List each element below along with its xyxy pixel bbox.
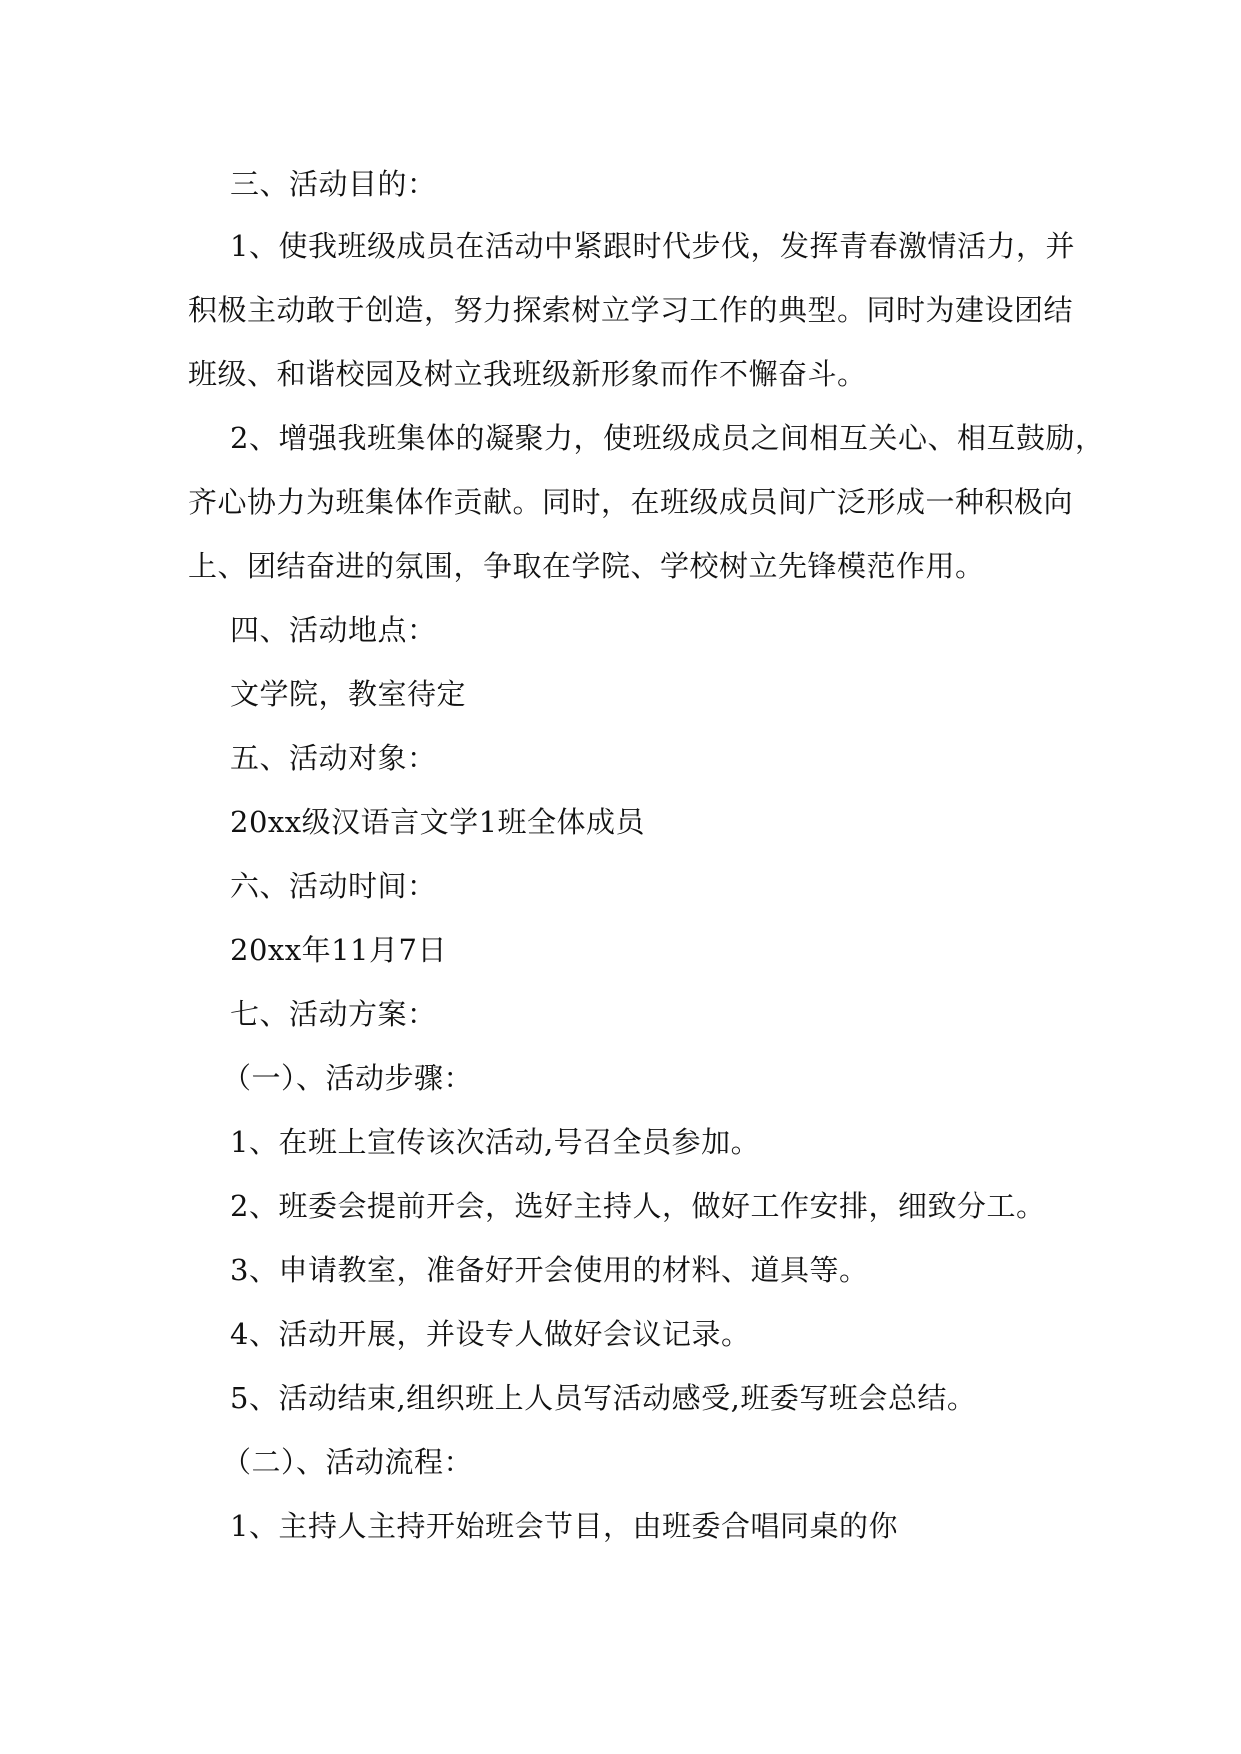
list-item: 4、活动开展，并设专人做好会议记录。: [230, 1317, 751, 1351]
paragraph-line: 1、使我班级成员在活动中紧跟时代步伐，发挥青春激情活力，并: [230, 229, 1075, 263]
paragraph-line: 积极主动敢于创造，努力探索树立学习工作的典型。同时为建设团结: [188, 293, 1074, 327]
heading-activity-purpose: 三、活动目的：: [230, 167, 437, 201]
paragraph-line: 20xx年11月7日: [230, 933, 447, 967]
list-item: 2、班委会提前开会，选好主持人，做好工作安排，细致分工。: [230, 1189, 1046, 1223]
list-item: 1、主持人主持开始班会节目，由班委合唱同桌的你: [230, 1509, 898, 1543]
heading-activity-time: 六、活动时间：: [230, 869, 437, 903]
paragraph-line: 20xx级汉语言文学1班全体成员: [230, 805, 646, 839]
list-item: 3、申请教室，准备好开会使用的材料、道具等。: [230, 1253, 869, 1287]
heading-activity-location: 四、活动地点：: [230, 613, 437, 647]
list-item: 1、在班上宣传该次活动,号召全员参加。: [230, 1125, 761, 1159]
paragraph-line: 文学院，教室待定: [230, 677, 467, 711]
list-item: 5、活动结束,组织班上人员写活动感受,班委写班会总结。: [230, 1381, 977, 1415]
paragraph-line: 班级、和谐校园及树立我班级新形象而作不懈奋斗。: [188, 357, 867, 391]
paragraph-line: 2、增强我班集体的凝聚力，使班级成员之间相互关心、相互鼓励，: [230, 421, 1105, 455]
paragraph-line: 齐心协力为班集体作贡献。同时，在班级成员间广泛形成一种积极向: [188, 485, 1074, 519]
subheading-activity-steps: （一）、活动步骤：: [222, 1061, 474, 1095]
heading-activity-target: 五、活动对象：: [230, 741, 437, 775]
paragraph-line: 上、团结奋进的氛围，争取在学院、学校树立先锋模范作用。: [188, 549, 985, 583]
subheading-activity-process: （二）、活动流程：: [222, 1445, 474, 1479]
heading-activity-plan: 七、活动方案：: [230, 997, 437, 1031]
